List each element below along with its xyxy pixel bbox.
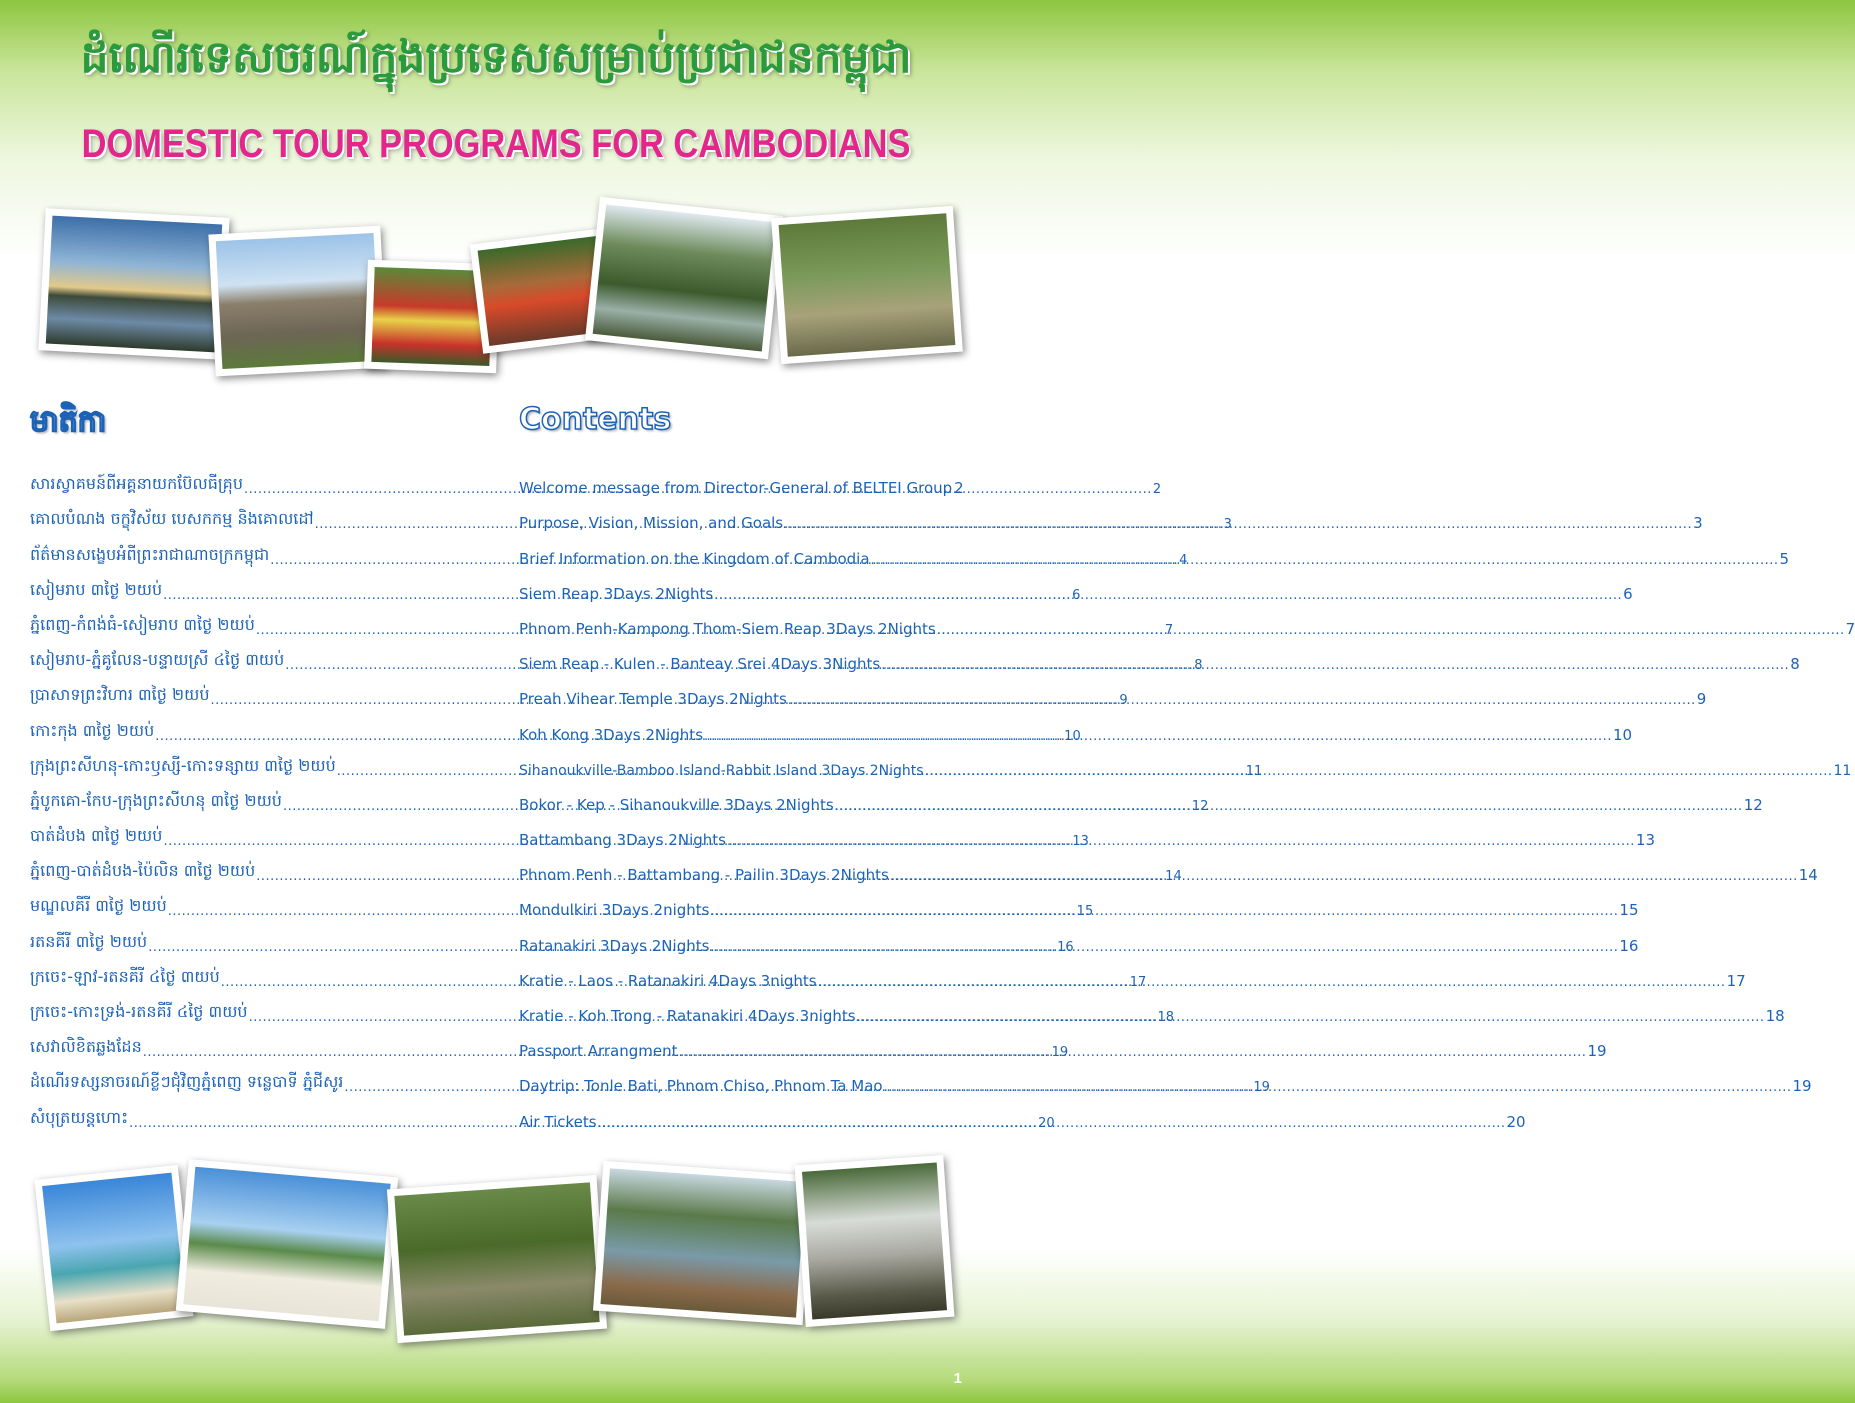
toc-item[interactable]: Siem Reap 3Days 2Nights ..... 6	[519, 568, 960, 603]
toc-item[interactable]: Bokor - Kep - Sihanoukville 3Days 2Nights ..... 12	[519, 779, 960, 814]
toc-item[interactable]: Koh Kong 3Days 2Nights ..... 10	[519, 708, 960, 743]
toc-item[interactable]: សៀមរាប-ភ្នំគូលែន-បន្ទាយស្រី ៤ថ្ងៃ ៣យប់ ..... 8	[30, 638, 473, 673]
toc-item[interactable]: សៀមរាប ៣ថ្ងៃ ២យប់ ..... 6	[30, 568, 473, 603]
toc-item[interactable]: Purpose, Vision, Mission, and Goals ..... 3	[519, 497, 960, 532]
toc-item[interactable]: គោលបំណង ចក្ខុវិស័យ បេសកកម្ម និងគោលដៅ ..... 3	[30, 497, 473, 532]
toc-item[interactable]: Ratanakiri 3Days 2Nights ..... 16	[519, 919, 960, 954]
toc-item[interactable]: Passport Arrangment ..... 19	[519, 1025, 960, 1060]
toc-item[interactable]: Air Tickets ..... 20	[519, 1095, 960, 1130]
toc-item[interactable]: Preah Vihear Temple 3Days 2Nights ..... 9	[519, 673, 960, 708]
photo-dolphin	[771, 206, 963, 364]
photo-beach-palm	[34, 1165, 193, 1331]
toc-item[interactable]: ភ្នំបូកគោ-កែប-ក្រុងព្រះសីហនុ ៣ថ្ងៃ ២យប់ ..... 12	[30, 779, 473, 814]
toc-item[interactable]: Sihanoukville-Bamboo Island-Rabbit Island 3Days 2Nights ..... 11	[519, 744, 960, 779]
toc-item[interactable]: Mondulkiri 3Days 2nights ..... 15	[519, 884, 960, 919]
photo-preah-vihear	[208, 226, 387, 377]
toc-item[interactable]: Siem Reap - Kulen - Banteay Srei 4Days 3Nights ..... 8	[519, 638, 960, 673]
toc-item[interactable]: ព័ត៌មានសង្ខេបអំពីព្រះរាជាណាចក្រកម្ពុជា ..... 4	[30, 532, 473, 567]
toc-item[interactable]: ភ្នំពេញ-កំពង់ធំ-សៀមរាប ៣ថ្ងៃ ២យប់ ..... 7	[30, 603, 473, 638]
toc-item[interactable]: ក្រចេះ-កោះទ្រង់-រតនគីរី ៤ថ្ងៃ ៣យប់ ..... 18	[30, 990, 473, 1025]
toc-item[interactable]: Kratie - Laos - Ratanakiri 4Days 3nights ..... 17	[519, 955, 960, 990]
photo-mangrove	[387, 1175, 607, 1343]
toc-item[interactable]: Daytrip: Tonle Bati, Phnom Chiso, Phnom Ta Mao ..... 19	[519, 1060, 960, 1095]
contents-heading: Contents	[519, 402, 672, 437]
khmer-contents-heading: មាតិកា	[30, 404, 107, 439]
toc-item[interactable]: ដំណើរទស្សនាចរណ៍ខ្លីៗជុំវិញភ្នំពេញ ទន្លេបាទី ភ្នំជីសូរ ..... 19	[30, 1060, 473, 1095]
toc-item[interactable]: ភ្នំពេញ-បាត់ដំបង-ប៉ៃលិន ៣ថ្ងៃ ២យប់ ..... 14	[30, 849, 473, 884]
toc-item[interactable]: Battambang 3Days 2Nights ..... 13	[519, 814, 960, 849]
toc-item[interactable]: ក្រុងព្រះសីហនុ-កោះឫស្សី-កោះទន្សាយ ៣ថ្ងៃ ២យប់ ..... 11	[30, 744, 473, 779]
toc-item[interactable]: សំបុត្រយន្តហោះ ..... 20	[30, 1095, 473, 1130]
page-number: 1	[953, 1370, 962, 1387]
photo-rocky-waterfall	[795, 1155, 955, 1327]
toc-item[interactable]: Kratie - Koh Trong - Ratanakiri 4Days 3nights ..... 18	[519, 990, 960, 1025]
toc-item[interactable]: រតនគីរី ៣ថ្ងៃ ២យប់ ..... 16	[30, 919, 473, 954]
toc-item[interactable]: បាត់ដំបង ៣ថ្ងៃ ២យប់ ..... 13	[30, 814, 473, 849]
toc-item[interactable]: សារស្វាគមន៍ពីអគ្គនាយកប៊ែលធីគ្រុប ..... 2	[30, 462, 473, 497]
photo-beach-umbrella	[176, 1159, 398, 1329]
toc-item[interactable]: កោះកុង ៣ថ្ងៃ ២យប់ ..... 10	[30, 708, 473, 743]
toc-item[interactable]: Phnom Penh-Kampong Thom-Siem Reap 3Days 2Nights ..... 7	[519, 603, 960, 638]
photo-angkor-wat	[38, 208, 229, 359]
title-english: DOMESTIC TOUR PROGRAMS FOR CAMBODIANS	[81, 122, 911, 166]
title-khmer: ដំណើរទេសចរណ៍ក្នុងប្រទេសសម្រាប់ប្រជាជនកម្ពុជា	[80, 32, 912, 83]
photo-lake-deck	[593, 1161, 813, 1325]
toc-item[interactable]: សេវាលិខិតឆ្លងដែន ..... 19	[30, 1025, 473, 1060]
toc-item[interactable]: ប្រាសាទព្រះវិហារ ៣ថ្ងៃ ២យប់ ..... 9	[30, 673, 473, 708]
toc-item[interactable]: Welcome message from Director-General of BELTEI Group 2	[519, 479, 964, 498]
toc-item[interactable]: Brief Information on the Kingdom of Cambodia ..... 5	[519, 532, 960, 567]
photo-waterfall	[585, 197, 783, 359]
toc-item[interactable]: Phnom Penh - Battambang - Pailin 3Days 2Nights ..... 14	[519, 849, 960, 884]
toc-item[interactable]: មណ្ឌលគីរី ៣ថ្ងៃ ២យប់ ..... 15	[30, 884, 473, 919]
toc-item[interactable]: ក្រចេះ-ឡាវ-រតនគីរី ៤ថ្ងៃ ៣យប់ ..... 17	[30, 955, 473, 990]
